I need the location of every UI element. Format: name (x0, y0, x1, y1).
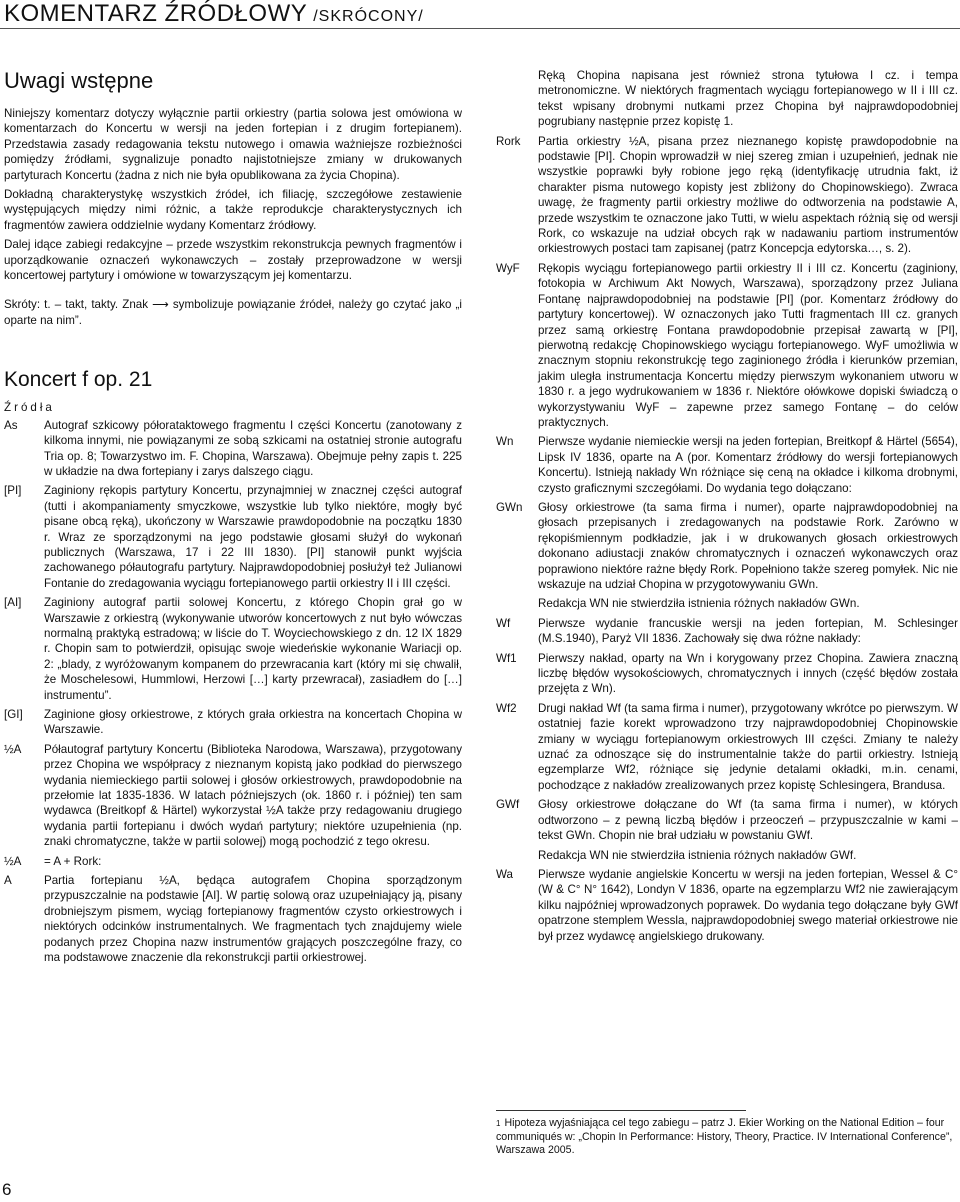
intro-paragraph-1: Niniejszy komentarz dotyczy wyłącznie partii orkiestry (partia solowa jest omówiona w komentarzach do Koncertu w wersji na jeden fortepian i z drugim fortepianem). Przedstawia zasady redagowania tekstu nutowego i omawia ważniejsze rozbieżności pomiędzy źródłami, sygnalizuje ponadto najistotniejsze zmiany w drukowanych partyturach Koncertu (żadna z nich nie była opublikowana za życia Chopina). (4, 107, 462, 182)
header-title-main: KOMENTARZ ŹRÓDŁOWY (4, 0, 308, 27)
right-column (496, 68, 958, 948)
source-sigla: Wa (496, 867, 513, 881)
source-description: Autograf szkicowy półorataktowego fragmentu I części Koncertu (zanotowany z kilkoma innymi, nie powiązanymi ze sobą szkicami na ostatniej stronie autografu Tria op. 8; Towarzystwo im. F. Chopina, Warszawa). Obejmuje pełny zapis t. 225 w układzie na dwa fortepiany i zarys dalszego ciągu. (44, 418, 462, 478)
source-entry (496, 701, 958, 793)
source-sigla: [GI] (4, 708, 23, 721)
source-entry (4, 483, 462, 591)
source-description: Pierwsze wydanie angielskie Koncertu w wersji na jeden fortepian, Wessel & C° (W & C° N° 1642), Londyn V 1836, oparte na egzemplarzu Wf2 nie zawierającym kilku najpóźniej wprowadzonych poprawek. Do wydania tego dołączane były GWf opatrzone stemplem Wessla, najprawdopodobniej swego materiał orkiestrowe nie był przez wydawcę angielskiego drukowany. (538, 867, 958, 943)
source-description: Rękopis wyciągu fortepianowego partii orkiestry II i III cz. Koncertu (zaginiony, fotokopia w Archiwum Akt Nowych, Warszawa), sporządzony przez Juliana Fontanę najprawdopodobniej na podstawie [PI] (por. Komentarz źródłowy do partytury koncertowej). W oznaczonych jako Tutti fragmentach III cz. granych przez samą orkiestrę Fontana prawdopodobnie przepisał zawartą w [PI], pierwotną redakcję Chopinowskiego wyciągu fortepianowego. WyF umożliwia w znacznym stopniu rekonstrukcję tego zaginionego źródła i kierunków przemian, jakim uległa instrumentacja Koncertu między pierwszym wykonaniem utworu w 1830 r. a jego wydrukowaniem w 1836 r. Niektóre ołówkowe dopiski świadczą o wykorzystywaniu WyF – zapewne przez samego Fontanę – do celów praktycznych. (538, 261, 958, 429)
source-description: Półautograf partytury Koncertu (Biblioteka Narodowa, Warszawa), przygotowany przez Chopina we współpracy z nieznanym kopistą jako podkład do pierwszego wydania niemieckiego partii solowej i głosów orkiestrowych, prawdopodobnie na przełomie lat 1835-1836. W latach późniejszych (ok. 1860 r. i później) ten sam wydawca (Breitkopf & Härtel) wykorzystał ½A także przy redagowaniu drugiego wydania partii fortepianu i dwóch wydań partytury; niektóre uzupełnienia (np. znaki chromatyczne, także w partii solowej) mogą pochodzić z tego okresu. (44, 742, 462, 849)
source-description: Redakcja WN nie stwierdziła istnienia różnych nakładów GWf. (538, 848, 857, 862)
source-entry (496, 797, 958, 843)
source-sigla: Wn (496, 435, 514, 449)
page-number: 6 (2, 1180, 12, 1199)
source-entry (496, 651, 958, 697)
source-description: Zaginiony rękopis partytury Koncertu, przynajmniej w znacznej części autograf (tutti i akompaniamenty smyczkowe, wszystkie lub tylko niektóre, mogły być pisane obcą ręką), ukończony w Warszawie prawdopodobnie na początku 1830 r. Wraz ze sporządzonymi na jego podstawie głosami służył do wykonań publicznych (Warszawa, 17 i 22 III 1830). [PI] stanowił punkt wyjścia zachowanego półautografu partytury. Najprawdopodobniej posłużył też Julianowi Fontanie do zredagowania wyciągu fortepianowego partii orkiestry II i III części. (44, 484, 462, 590)
footnote (496, 1110, 958, 1158)
source-sigla: Rork (496, 134, 521, 148)
source-description: Pierwsze wydanie francuskie wersji na jeden fortepian, M. Schlesinger (M.S.1940), Paryż VII 1836. Zachowały się dwa różne nakłady: (538, 616, 958, 646)
page-title (4, 0, 424, 31)
source-entry (4, 854, 462, 869)
work-title: Koncert f op. 21 (4, 368, 153, 392)
source-sigla: WyF (496, 261, 520, 275)
sources-label: Źródła (4, 401, 55, 415)
source-sigla: Wf1 (496, 651, 517, 665)
source-entry (4, 873, 462, 965)
source-sigla: GWn (496, 500, 523, 514)
source-sigla (496, 848, 538, 863)
intro-paragraph-2: Dokładną charakterystykę wszystkich źródeł, ich filiację, szczegółowe zestawienie występujących między nimi różnic, a także reprodukcje charakterystycznych ich fragmentów zawiera oddzielnie wydany Komentarz źródłowy. (4, 188, 462, 232)
source-entry (4, 707, 462, 738)
source-entry (4, 418, 462, 480)
source-sigla: As (4, 418, 18, 432)
source-entry (496, 867, 958, 944)
intro-paragraph-3: Dalej idące zabiegi redakcyjne – przede wszystkim rekonstrukcja pewnych fragmentów i uporządkowanie oznaczeń wykonawczych – zostały przeprowadzone w wersji koncertowej partytury i omówione w towarzyszącym jej komentarzu. (4, 238, 462, 283)
source-sigla: [AI] (4, 596, 22, 610)
footnote-text: Hipoteza wyjaśniająca cel tego zabiegu – patrz J. Ekier Working on the National Edition – four communiqués w: „Chopin In Performance: History, Theory, Practice. IV International Conference”, Warszawa 2005. (496, 1117, 953, 1156)
source-description: = A + Rork: (44, 854, 102, 868)
source-description: Drugi nakład Wf (ta sama firma i numer), przygotowany wkrótce po pierwszym. W ostatniej fazie korekt wprowadzono trzy najprawdopodobniej Chopinowskie zmiany w wyciągu fortepianowym orkiestrowych III części. Zmiany te należy uznać za odnoszące się do instrumentalnie także do partii orkiestry. Istnieją egzemplarze Wf2, różniące się jedynie detalami okładki, m.in. cenami, pochodzące z nakładów zrealizowanych przez kopistę Schlesingera, Brandusa. (538, 701, 958, 792)
source-description: Pierwszy nakład, oparty na Wn i korygowany przez Chopina. Zawiera znaczną liczbę błędów wysokościowych, chromatycznych i innych (część błędów została przejęta z Wn). (538, 651, 958, 696)
intro-heading: Uwagi wstępne (4, 68, 154, 93)
source-description: Głosy orkiestrowe dołączane do Wf (ta sama firma i numer), w których odtworzono – z pewną liczbą błędów i przeoczeń – przypuszczalnie w kami – tekst GWn. Chopin nie brał udziału w powstaniu GWf. (538, 798, 958, 843)
source-sigla (496, 596, 538, 611)
footnote-number: 1 (496, 1119, 501, 1128)
source-entry (496, 500, 958, 592)
source-entry (496, 596, 958, 611)
abbreviations-note: Skróty: t. – takt, takty. Znak ⟶ symbolizuje powiązanie źródeł, należy go czytać jako „i oparte na nim”. (4, 298, 462, 327)
source-entry (496, 848, 958, 863)
header-subtitle: /SKRÓCONY/ (313, 8, 424, 25)
source-description: Głosy orkiestrowe (ta sama firma i numer), oparte najprawdopodobniej na głosach przepisanych i zredagowanych na podstawie Rork. Zarówno w rękopiśmiennym podkładzie, jak i w drukowanych głosach orkiestrowych dokonano adiustacji znaków chromatycznych i oznaczeń wykonawczych oraz poprawiono niektóre rażne błędy Rork. Popełniono także szereg pomyłek. Nic nie wskazuje na udział Chopina w przygotowywaniu GWn. (538, 500, 958, 591)
source-sigla: A (4, 874, 12, 888)
source-sigla: Wf2 (496, 701, 517, 715)
source-entry (496, 134, 958, 257)
source-sigla: [PI] (4, 484, 22, 498)
continuation-text: Ręką Chopina napisana jest również strona tytułowa I cz. i tempa metronomiczne. W niektórych fragmentach wyciągu fortepianowego w II i III cz. tekst wpisany drobnymi nutkami przez Chopina był najprawdopodobniej pogrubiany następnie przez kopistę 1. (538, 69, 958, 129)
source-entry (496, 616, 958, 647)
footnote-divider (496, 1110, 746, 1111)
source-entry (496, 434, 958, 496)
source-description: Redakcja WN nie stwierdziła istnienia różnych nakładów GWn. (538, 597, 860, 611)
source-entry (4, 742, 462, 850)
source-entry (496, 261, 958, 430)
left-column (4, 60, 462, 970)
page-header (0, 0, 960, 29)
source-sigla: Wf (496, 616, 511, 630)
source-description: Pierwsze wydanie niemieckie wersji na jeden fortepian, Breitkopf & Härtel (5654), Lipsk IV 1836, oparte na A (por. Komentarz źródłowy do wersji fortepianowych Koncertu). Istnieją nakłady Wn różniące się ceną na okładce i kilkoma drobnymi, czysto graficznymi szczegółami. Do wydania tego dołączano: (538, 435, 958, 495)
source-description: Zaginione głosy orkiestrowe, z których grała orkiestra na koncertach Chopina w Warszawie. (44, 708, 462, 737)
source-description: Partia orkiestry ½A, pisana przez nieznanego kopistę prawdopodobnie na podstawie [PI]. Chopin wprowadził w niej szereg zmian i uzupełnień, jednak nie wszystkie poprawki były robione jego ręką (identyfikację utrudnia fakt, iż charakter pisma nutowego kopisty jest zbliżony do Chopinowskiego). Zwraca uwagę, że fragmenty partii orkiestry możliwe do odtworzenia na podstawie A, przede wszystkim te oznaczone jako Tutti, w wielu aspektach różnią się od wersji Rork, co wskazuje na udział obcych rąk w nadawaniu partiom instrumentów orkiestrowych postaci tam zapisanej (patrz Koncepcja edytorska…, s. 2). (538, 134, 958, 256)
source-sigla: ½A (4, 742, 22, 756)
source-description: Partia fortepianu ½A, będąca autografem Chopina sporządzonym przypuszczalnie na podstawie [AI]. W partię solową oraz uzupełniający ją, pisany drobniejszym pismem, wyciąg fortepianowy fragmentów czysto orkiestrowych i niektórych odcinków instrumentalnych. We fragmentach tych znajdujemy wiele podanych przez Chopina nazw instrumentów grających poszczególne frazy, co ma podstawowe znaczenie dla rekonstrukcji partii orkiestrowej. (44, 874, 462, 965)
source-entry (4, 595, 462, 703)
source-description: Zaginiony autograf partii solowej Koncertu, z którego Chopin grał go w Warszawie z orkiestrą (wykonywanie utworów koncertowych z nut było wówczas normalną praktyką estradową; w liście do T. Woyciechowskiego z dn. 12 IX 1829 r. Chopin sam to potwierdził, opisując swoje wiedeńskie wykonanie Wariacji op. 2: „blady, z wyróżowanym kompanem do przewracania kart (który mi się chwalił, że Moschelesowi, Hummlowi, Herzowi […] karty przewracał), zasiadłem do […] instrumentu”. (44, 596, 462, 702)
source-sigla: ½A (4, 854, 22, 868)
source-sigla: GWf (496, 798, 520, 812)
